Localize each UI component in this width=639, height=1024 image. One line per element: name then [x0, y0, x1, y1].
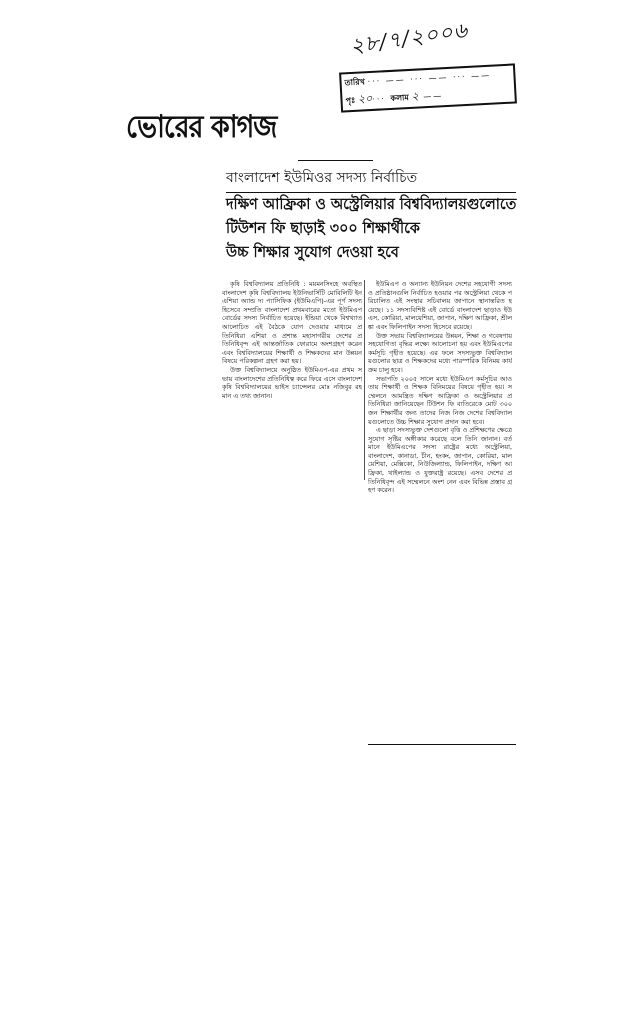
article-kicker: বাংলাদেশ ইউমিওর সদস্য নির্বাচিত — [226, 166, 516, 193]
headline-line: দক্ষিণ আফ্রিকা ও অস্ট্রেলিয়ার বিশ্ববিদ্যালয়গুলোতে — [226, 195, 517, 213]
article-body-right-column — [368, 280, 512, 740]
handwritten-date: ২৮/৭/২০০৬ — [348, 17, 470, 59]
stamp-column-label: কলাম — [390, 93, 410, 103]
stamp-page-value: ২০ — [357, 91, 373, 106]
article-body-left-column — [222, 280, 362, 476]
column-divider — [364, 280, 365, 480]
headline-line: উচ্চ শিক্ষার সুযোগ দেওয়া হবে — [226, 243, 399, 261]
headline-line: টিউশন ফি ছাড়াই ৩০০ শিক্ষার্থীকে — [226, 219, 420, 237]
body-paragraph: সভাপতি ২০০৫ সালে মধ্যে ইউমিএপ কর্মসূচির আওতায় শিক্ষার্থী ও শিক্ষক বিনিময়ের বিষয়ে গৃহীত হয়। সম্মেলনে আমন্ত্রিত দক্ষিণ আফ্রিকা ও অস্ট্রেলিয়ার প্রতিনিধিরা জানিয়েছেন টিউশন ফি ব্যতিরেকে মোট ৩০০ জন শিক্ষার্থীর জন্য তাদের নিজ নিজ দেশের বিশ্ববিদ্যালয়গুলোতে উচ্চ শিক্ষার সুযোগ প্রদান করা হবে। — [368, 374, 512, 426]
body-paragraph: কৃষি বিশ্ববিদ্যালয় প্রতিনিধি : ময়মনসিংহে অবস্থিত বাংলাদেশ কৃষি বিশ্ববিদ্যালয় ইউনিভার্সিটি মোবিলিটি ইন এশিয়া অ্যান্ড দ্য প্যাসিফিক (ইউমিএপি)-এর পূর্ণ সদস্য হিসেবে সম্প্রতি বাংলাদেশ প্রথমবারের মতো ইউমিএপ বোর্ডের সদস্য নির্বাচিত হয়েছে। ইন্ডিয়া থেকে বিশ্বখ্যাত আলোচিত এই বৈঠকে যোগ দেওয়ার মাধ্যমে প্রতিনিধিরা এশিয়া ও প্রশান্ত মহাসাগরীয় দেশের প্রতিনিধিবৃন্দ এই আন্তর্জাতিক ফোরামে অংশগ্রহণ করেন এবং বিশ্ববিদ্যালয়ের শিক্ষার্থী ও শিক্ষকদের মান উন্নয়ন বিষয়ে পরিকল্পনা গ্রহণ করা হয়। — [222, 280, 362, 366]
stamp-page-label: পৃঃ — [345, 95, 356, 106]
body-paragraph: উক্ত বিশ্ববিদ্যালয়ে অনুষ্ঠিত ইউমিএপ-এর প্রথম সভায় বাংলাদেশের প্রতিনিধিত্ব করে ফিরে এসে বাংলাদেশ কৃষি বিশ্ববিদ্যালয়ের ভাইস চ্যান্সেলর মোঃ নজিবুর রহমান এ তথ্য জানান। — [222, 365, 362, 400]
newspaper-masthead: ভোরের কাগজ — [126, 109, 277, 146]
kicker-rule — [298, 160, 373, 161]
article-headline — [226, 192, 516, 264]
date-stamp: তারিখ ··· —— ··· —— ··· —— পৃঃ ২০··· কলাম ২ —— — [339, 63, 517, 112]
article-end-rule — [368, 744, 516, 745]
body-paragraph: ইউমিএপ ও অন্যান্য ইউনিয়ন দেশের সহযোগী সদস্য ও প্রতিষ্ঠানগুলি নির্বাচিত হওয়ার পর অস্ট্রেলিয়া থেকে পরিচালিত এই সংস্থার সচিবালয় জাপানে স্থানান্তরিত হয়েছে। ১১ সদস্যবিশিষ্ট এই বোর্ডে বাংলাদেশ ছাড়াও ইউএস, কোরিয়া, মালয়েশিয়া, জাপান, দক্ষিণ আফ্রিকা, শ্রীলঙ্কা এবং ফিলিপাইন সদস্য হিসেবে রয়েছে। — [368, 280, 512, 331]
stamp-date-label: তারিখ — [344, 77, 366, 88]
body-paragraph: এ ছাড়া সদস্যভুক্ত দেশগুলো বৃত্তি ও প্রশিক্ষণের ক্ষেত্রে সুযোগ সৃষ্টির অঙ্গীকার করেছে বলে তিনি জানান। বর্তমানে ইউমিএপের সদস্য রাষ্ট্রের মধ্যে অস্ট্রেলিয়া, বাংলাদেশ, কানাডা, চীন, হংকং, জাপান, কোরিয়া, মালয়েশিয়া, মেক্সিকো, নিউজিল্যান্ড, ফিলিপাইন, দক্ষিণ আফ্রিকা, থাইল্যান্ড ও যুক্তরাষ্ট্র রয়েছে। এসব দেশের প্রতিনিধিবৃন্দ এই সম্মেলনে অংশ নেন এবং বিভিন্ন প্রস্তাব গ্রহণ করেন। — [368, 426, 512, 495]
body-paragraph: উক্ত সভায় বিশ্ববিদ্যালয়ের উন্নয়ন, শিক্ষা ও গবেষণায় সহযোগিতা বৃদ্ধির লক্ষ্যে আলোচনা হয় এবং ইউমিএপের কর্মসূচি গৃহীত হয়েছে। এর ফলে সদস্যভুক্ত বিশ্ববিদ্যালয়গুলোর ছাত্র ও শিক্ষকদের মধ্যে পারস্পরিক বিনিময় কার্যক্রম চালু হবে। — [368, 331, 512, 374]
stamp-column-value: ২ — [411, 89, 420, 103]
